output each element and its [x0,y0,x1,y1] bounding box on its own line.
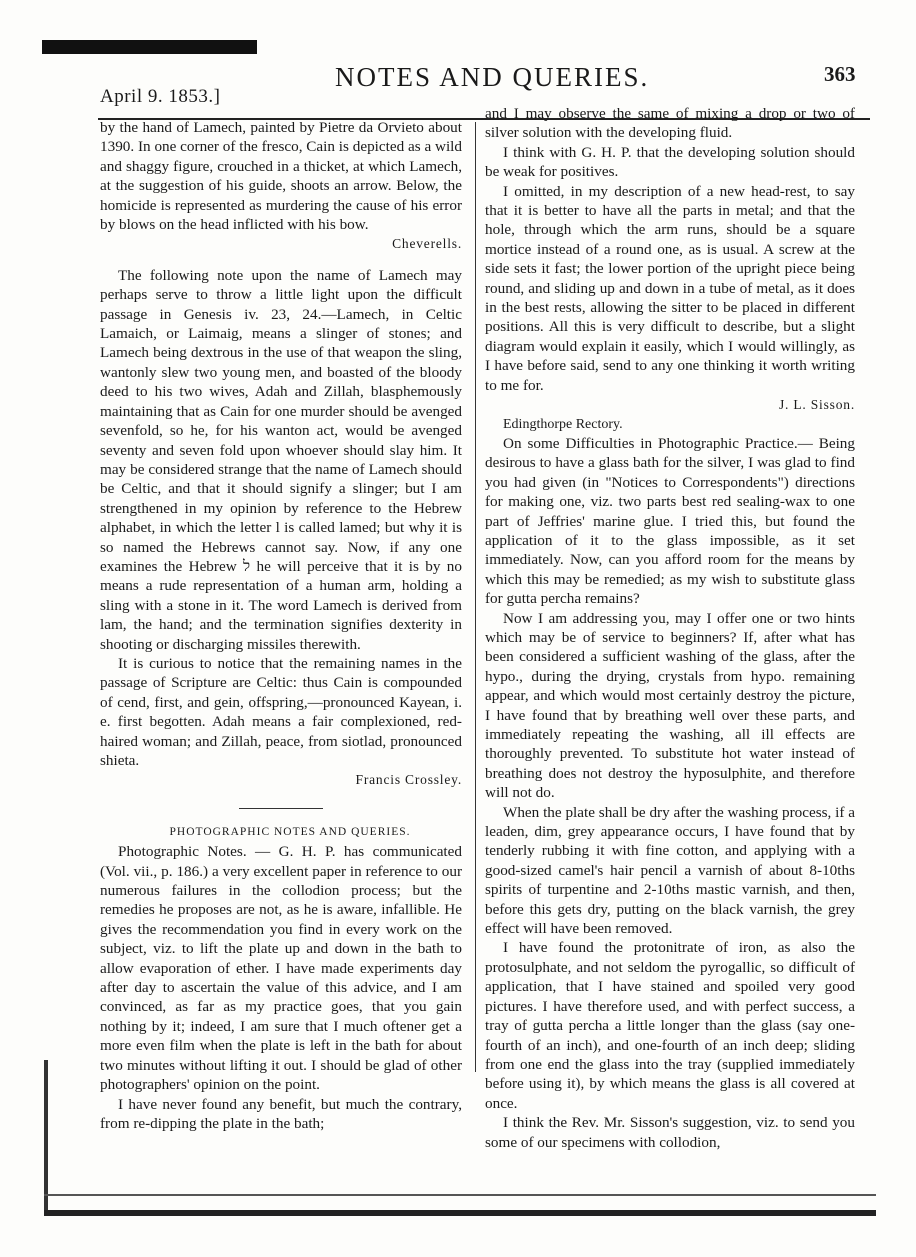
paragraph: When the plate shall be dry after the washing process, if a leaden, dim, grey appearance occurs, I have found that by tenderly rubbing it with fine cotton, and applying with a good-sized camel's hair pencil a varnish of about 8-10ths spirits of turpentine and 2-10ths mastic varnish, and then, before this gets dry, putting on the black varnish, the grey effect will have been removed. [485,803,855,938]
paragraph: I think with G. H. P. that the developing solution should be weak for positives. [485,143,855,181]
section-heading: PHOTOGRAPHIC NOTES AND QUERIES. [169,825,411,838]
issue-date: April 9. 1853.] [100,86,221,107]
paragraph: by the hand of Lamech, painted by Pietre da Orvieto about 1390. In one corner of the fresco, Cain is depicted as a wild and shaggy figure, crouched in a thicket, at which Lamech, at the suggestion of his guide, shoots an arrow. Below, the homicide is represented as murdering the cause of his error by blows on the head inflicted with his bow. [100,119,462,234]
paragraph: The following note upon the name of Lamech may perhaps serve to throw a little light upon the difficult passage in Genesis iv. 23, 24.—Lamech, in Celtic Lamaich, or Laimaig, means a slinger of stones; and Lamech being dextrous in the use of that weapon the sling, wantonly slew two young men, and boasted of the bloody deed to his two wives, Adah and Zillah, blasphemously maintaining that as Cain for one murder should be avenged sevenfold, so he, for his wanton act, would be avenged seventy and seven fold upon whoever should slay him. It may be considered strange that the name of Lamech should be Celtic, and that it should signify a slinger; but I am strengthened in my opinion by reference to the Hebrew alphabet, in which the letter l is called lamed; but why it is so named the Hebrews cannot say. Now, if any one examines the Hebrew ל he will perceive that it is by no means a rude representation of a human arm, holding a sling with a stone in it. The word Lamech is derived from lam, the hand; and the termination signifies dexterity in shooting or discharging missiles therewith. [100,266,462,653]
paragraph: I omitted, in my description of a new head-rest, to say that it is better to have all the parts in metal; and that the hole, through which the arm runs, should be a square mortice instead of a round one, as is usual. A screw at the side sets it fast; the lower portion of the upright piece being round, and sliding up and down in a tube of metal, as it does in the best rests, allowing the sitter to be placed in different positions. All this is very difficult to describe, but a slight diagram would explain it easily, which I would willingly, as I have before said, send to any one thinking it worth writing to me for. [485,182,855,394]
paragraph: I have never found any benefit, but much the contrary, from re-dipping the plate in the bath; [100,1095,462,1132]
section-divider [239,808,323,809]
paragraph: On some Difficulties in Photographic Practice.— Being desirous to have a glass bath for the silver, I was glad to find you had given (in "Notices to Correspondents") directions for making one, viz. two parts best red sealing-wax to one part of Jeffries' marine glue. I tried this, but found the application of it to the glass impossible, as it set immediately. Now, can you afford room for the means by which this may be remedied; as my wish to substitute glass for gutta percha remains? [485,434,855,608]
paragraph: Photographic Notes. — G. H. P. has communicated (Vol. vii., p. 186.) a very excellent paper in reference to our numerous failures in the collodion process; but the remedies he proposes are not, as he is aware, infallible. He gives the recommendation you find in every work on the subject, viz. to lift the plate up and down in the bath to allow evaporation of ether. I have made experiments day after day to ascertain the value of this advice, and I am convinced, as far as my practice goes, that you gain nothing by it; indeed, I am sure that I much oftener get a more even film when the plate is left in the bath for about two minutes without lifting it out. I should be glad of other photographers' opinion on the point. [100,843,462,1094]
top-margin-bar [42,40,257,54]
signature: Francis Crossley. [355,772,462,788]
place-line: Edingthorpe Rectory. [503,416,623,432]
paragraph: and I may observe the same of mixing a drop or two of silver solution with the developing fluid. [485,105,855,142]
binding-edge [44,1060,48,1210]
paragraph: I have found the protonitrate of iron, as also the protosulphate, and not seldom the pyrogallic, so difficult of application, that I have stained and spoiled very good pictures. I have therefore used, and with perfect success, a tray of gutta percha a little longer than the glass (say one-fourth of an inch), and one-fourth of an inch deep; sliding from one end the glass into the tray (supplied immediately before using it), by which means the glass is all covered at once. [485,939,855,1112]
right-column [485,104,855,1152]
paragraph: Now I am addressing you, may I offer one or two hints which may be of service to beginners? If, after what has been considered a sufficient washing of the glass, after the hypo., during the drying, crystals from hypo. remaining appear, and which would most certainly destroy the picture, I have found that by breathing well over these parts, and immediately repeating the washing, all ill effects are thoroughly prevented. To substitute hot water instead of breathing does not destroy the hyposulphite, and therefore will not do. [485,609,855,802]
page-number: 363 [824,62,856,86]
signature: Cheverells. [392,236,462,252]
paragraph: It is curious to notice that the remaining names in the passage of Scripture are Celtic: thus Cain is compounded of cend, first, and gein, offspring,—pronounced Kayean, i. e. first begotten. Adah means a fair complexioned, red-haired woman; and Zillah, peace, from siotlad, pronounced shieta. [100,654,462,769]
bottom-rule-thin [44,1194,876,1196]
left-column [100,118,462,1133]
bottom-rule-thick [44,1210,876,1216]
paragraph: I think the Rev. Mr. Sisson's suggestion, viz. to send you some of our specimens with collodion, [485,1114,855,1151]
publication-title: NOTES AND QUERIES. [335,62,650,92]
column-divider [475,122,476,1072]
signature: J. L. Sisson. [778,397,855,413]
